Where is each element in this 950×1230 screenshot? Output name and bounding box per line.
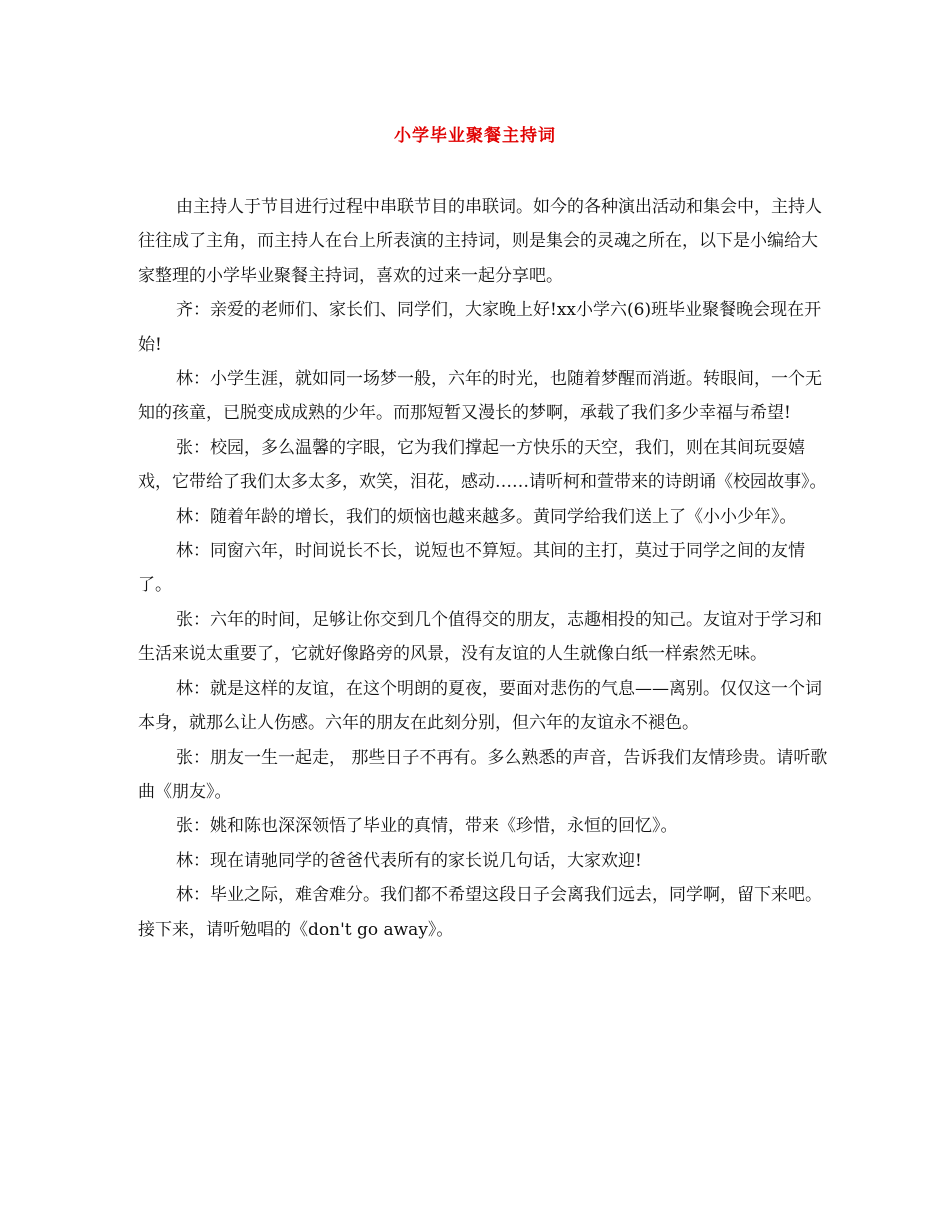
paragraph-6: 林：同窗六年，时间说长不长，说短也不算短。其间的主打，莫过于同学之间的友情了。	[138, 541, 805, 596]
paragraph-9: 张：朋友一生一起走， 那些日子不再有。多么熟悉的声音，告诉我们友情珍贵。请听歌曲《朋友》。	[138, 747, 828, 802]
paragraph-3: 林：小学生涯，就如同一场梦一般，六年的时光，也随着梦醒而消逝。转眼间，一个无知的孩童，已脱变成成熟的少年。而那短暂又漫长的梦啊，承载了我们多少幸福与希望!	[138, 369, 822, 424]
document-body	[138, 190, 828, 947]
paragraph-10: 张：姚和陈也深深领悟了毕业的真情，带来《珍惜，永恒的回忆》。	[176, 816, 678, 837]
paragraph-7: 张：六年的时间，足够让你交到几个值得交的朋友，志趣相投的知己。友谊对于学习和生活来说太重要了，它就好像路旁的风景，没有友谊的人生就像白纸一样索然无味。	[138, 609, 822, 665]
paragraph-12: 林：毕业之际，难舍难分。我们都不希望这段日子会离我们远去，同学啊，留下来吧。接下来，请听勉唱的《don't go away》。	[138, 885, 822, 940]
paragraph-4: 张：校园，多么温馨的字眼，它为我们撑起一方快乐的天空，我们，则在其间玩耍嬉戏，它带给了我们太多太多，欢笑，泪花，感动……请听柯和萱带来的诗朗诵《校园故事》。	[138, 437, 827, 493]
paragraph-8: 林：就是这样的友谊，在这个明朗的夏夜，要面对悲伤的气息——离别。仅仅这一个词本身，就那么让人伤感。六年的朋友在此刻分别，但六年的友谊永不褪色。	[138, 678, 822, 734]
paragraph-2: 齐：亲爱的老师们、家长们、同学们，大家晚上好!xx小学六(6)班毕业聚餐晚会现在开始!	[138, 300, 822, 355]
paragraph-11: 林：现在请驰同学的爸爸代表所有的家长说几句话，大家欢迎!	[176, 850, 642, 871]
paragraph-5: 林：随着年龄的增长，我们的烦恼也越来越多。黄同学给我们送上了《小小少年》。	[176, 506, 797, 527]
paragraph-intro: 由主持人于节目进行过程中串联节目的串联词。如今的各种演出活动和集会中，主持人往往成了主角，而主持人在台上所表演的主持词，则是集会的灵魂之所在，以下是小编给大家整理的小学毕业聚餐主持词，喜欢的过来一起分享吧。	[138, 197, 822, 286]
document-title: 小学毕业聚餐主持词	[394, 126, 556, 146]
